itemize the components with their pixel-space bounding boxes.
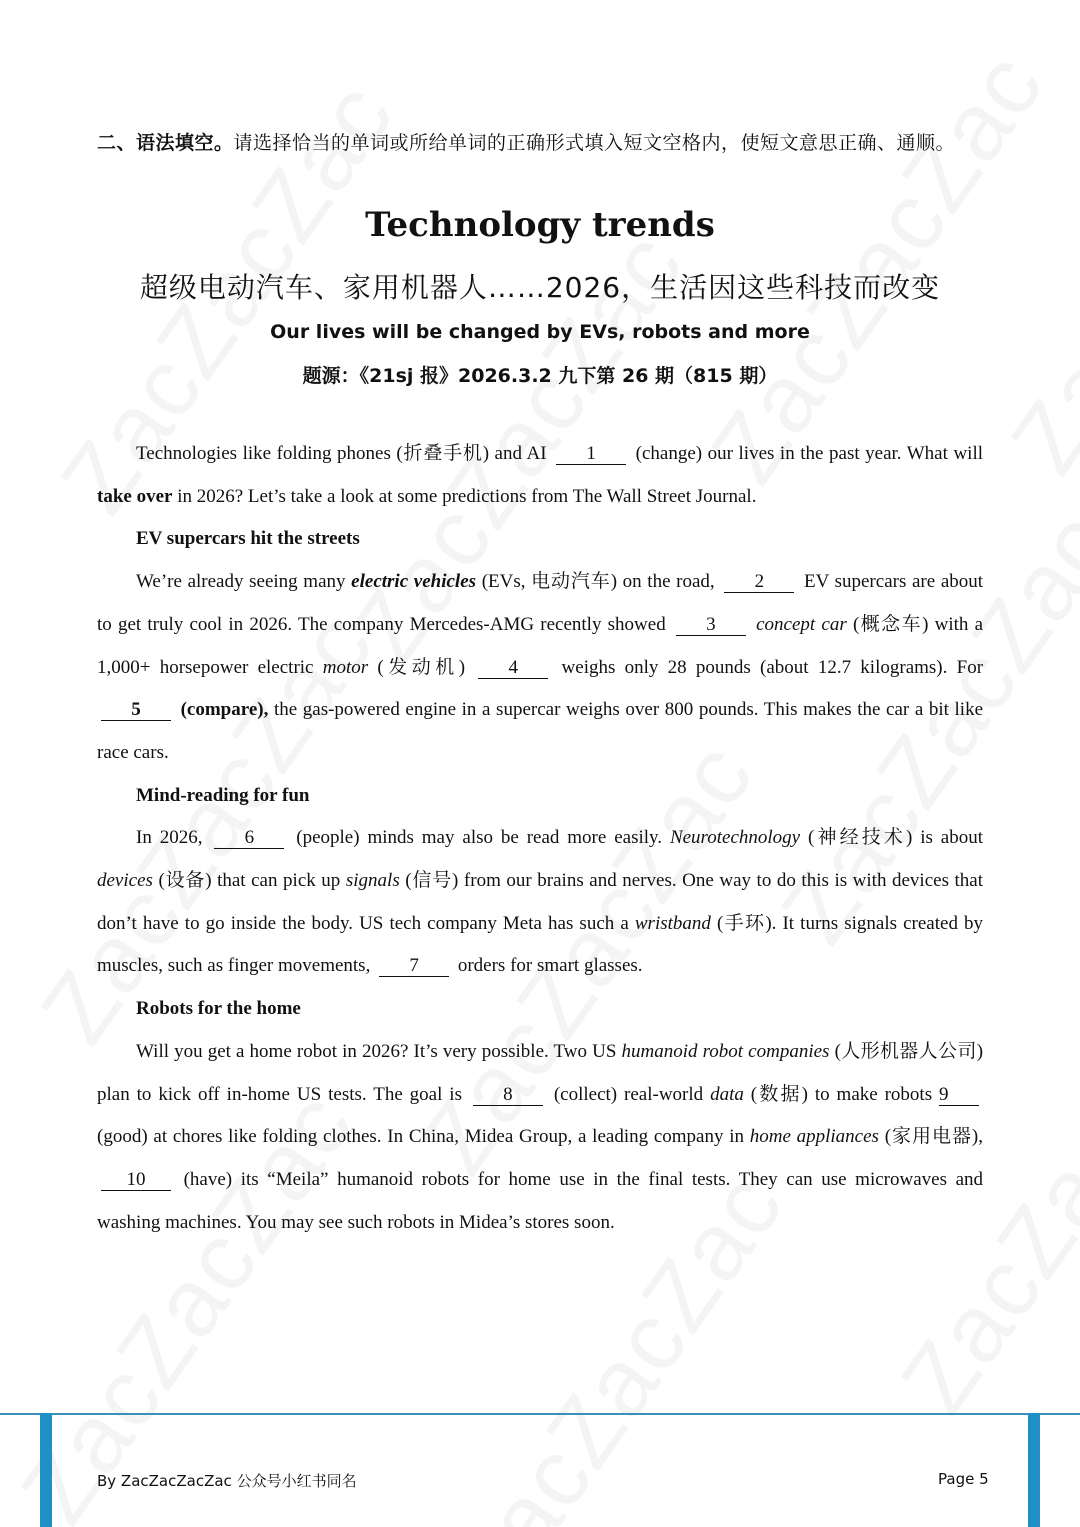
watermark: [990, 22, 1080, 493]
text: Will you get a home robot in 2026? It’s very possible. Two US: [136, 1040, 617, 1062]
key-term: signals: [345, 870, 400, 892]
key-term: electric vehicles: [351, 571, 477, 593]
text: the gas-powered engine in a supercar weighs over 800 pounds. This makes the car a bit like race cars.: [97, 699, 984, 763]
text: EV supercars are about to get truly cool in 2026. The company Mercedes-AMG recently showed: [97, 571, 984, 635]
article-body: [97, 433, 983, 1244]
section-heading: Mind-reading for fun: [136, 784, 310, 806]
page-number: Page 5: [938, 1470, 989, 1488]
text: (神经技术) is about: [807, 827, 983, 849]
text: weighs only 28 pounds (about 12.7 kilograms). For: [561, 656, 984, 678]
blank-2: 2: [724, 572, 794, 593]
article-title: Technology trends: [365, 205, 715, 245]
key-term: home appliances: [749, 1126, 879, 1148]
text: Technologies like folding phones (折叠手机) and AI: [136, 443, 547, 464]
blank-6: 6: [214, 828, 284, 849]
text: (概念车) with a 1,000+ horsepower electric: [97, 613, 984, 678]
text: (信号) from our brains and nerves. One way to do this is with devices that don’t have to go inside the body. US tech company Meta has such a: [97, 870, 984, 934]
blank-7: 7: [379, 956, 449, 977]
key-term: humanoid robot companies: [621, 1040, 830, 1062]
text: (手环). It turns signals created by muscles, such as finger movements,: [97, 912, 984, 977]
text: (collect) real-world: [553, 1083, 704, 1105]
key-term: data: [710, 1083, 744, 1105]
paragraph-4: [97, 1031, 983, 1245]
key-term: wristband: [634, 912, 711, 934]
section-heading: Robots for the home: [136, 998, 301, 1020]
left-accent-bar: [40, 1413, 52, 1527]
footer-credit: By ZacZacZacZac 公众号小红书同名: [97, 1472, 357, 1490]
text: (people) minds may also be read more easily.: [296, 827, 663, 849]
blank-8: 8: [473, 1085, 543, 1106]
blank-4: 4: [478, 658, 548, 679]
right-accent-bar: [1028, 1413, 1040, 1527]
text: (change) our lives in the past year. What will: [635, 443, 983, 464]
key-term: Neurotechnology: [669, 827, 801, 849]
text: We’re already seeing many: [136, 571, 346, 593]
text: (设备) that can pick up: [158, 870, 341, 892]
text: (数据) to make robots: [750, 1083, 933, 1105]
blank-1: 1: [556, 444, 626, 465]
instruction-text: 请选择恰当的单词或所给单词的正确形式填入短文空格内，使短文意思正确、通顺。: [233, 132, 956, 154]
bold-phrase: (compare),: [180, 699, 269, 721]
footer-divider: [0, 1413, 1080, 1415]
blank-5: 5: [101, 700, 171, 721]
chinese-subtitle: 超级电动汽车、家用机器人……2026，生活因这些科技而改变: [139, 271, 941, 304]
text: (good) at chores like folding clothes. In China, Midea Group, a leading company in: [97, 1126, 744, 1148]
key-term: devices: [97, 870, 153, 892]
text: in 2026? Let’s take a look at some predictions from The Wall Street Journal.: [177, 485, 757, 507]
text: (人形机器人公司) plan to kick off in-home US tests. The goal is: [97, 1040, 984, 1105]
source-line: 题源：《21sj 报》2026.3.2 九下第 26 期（815 期）: [302, 365, 778, 387]
english-subtitle: Our lives will be changed by EVs, robots and more: [270, 321, 810, 343]
section-heading: EV supercars hit the streets: [136, 528, 360, 550]
paragraph-3: [97, 817, 983, 988]
text: (have) its “Meila” humanoid robots for home use in the final tests. They can use microwaves and washing machines. You may see such robots in Midea’s stores soon.: [97, 1168, 983, 1233]
section-instruction: [97, 128, 955, 155]
paragraph-1: [97, 433, 983, 518]
text: orders for smart glasses.: [457, 955, 643, 977]
text: In 2026,: [136, 827, 203, 849]
instruction-label: 二、语法填空。: [97, 132, 234, 154]
blank-3: 3: [676, 615, 746, 636]
paragraph-2: [97, 561, 983, 775]
text: (家用电器),: [884, 1126, 984, 1148]
blank-9: 9: [939, 1085, 979, 1106]
bold-phrase: take over: [97, 485, 173, 507]
text: (发动机): [377, 656, 466, 678]
blank-10: 10: [101, 1170, 171, 1191]
key-term: concept car: [756, 613, 847, 635]
key-term: motor: [322, 656, 369, 678]
text: (EVs, 电动汽车) on the road,: [481, 571, 715, 593]
